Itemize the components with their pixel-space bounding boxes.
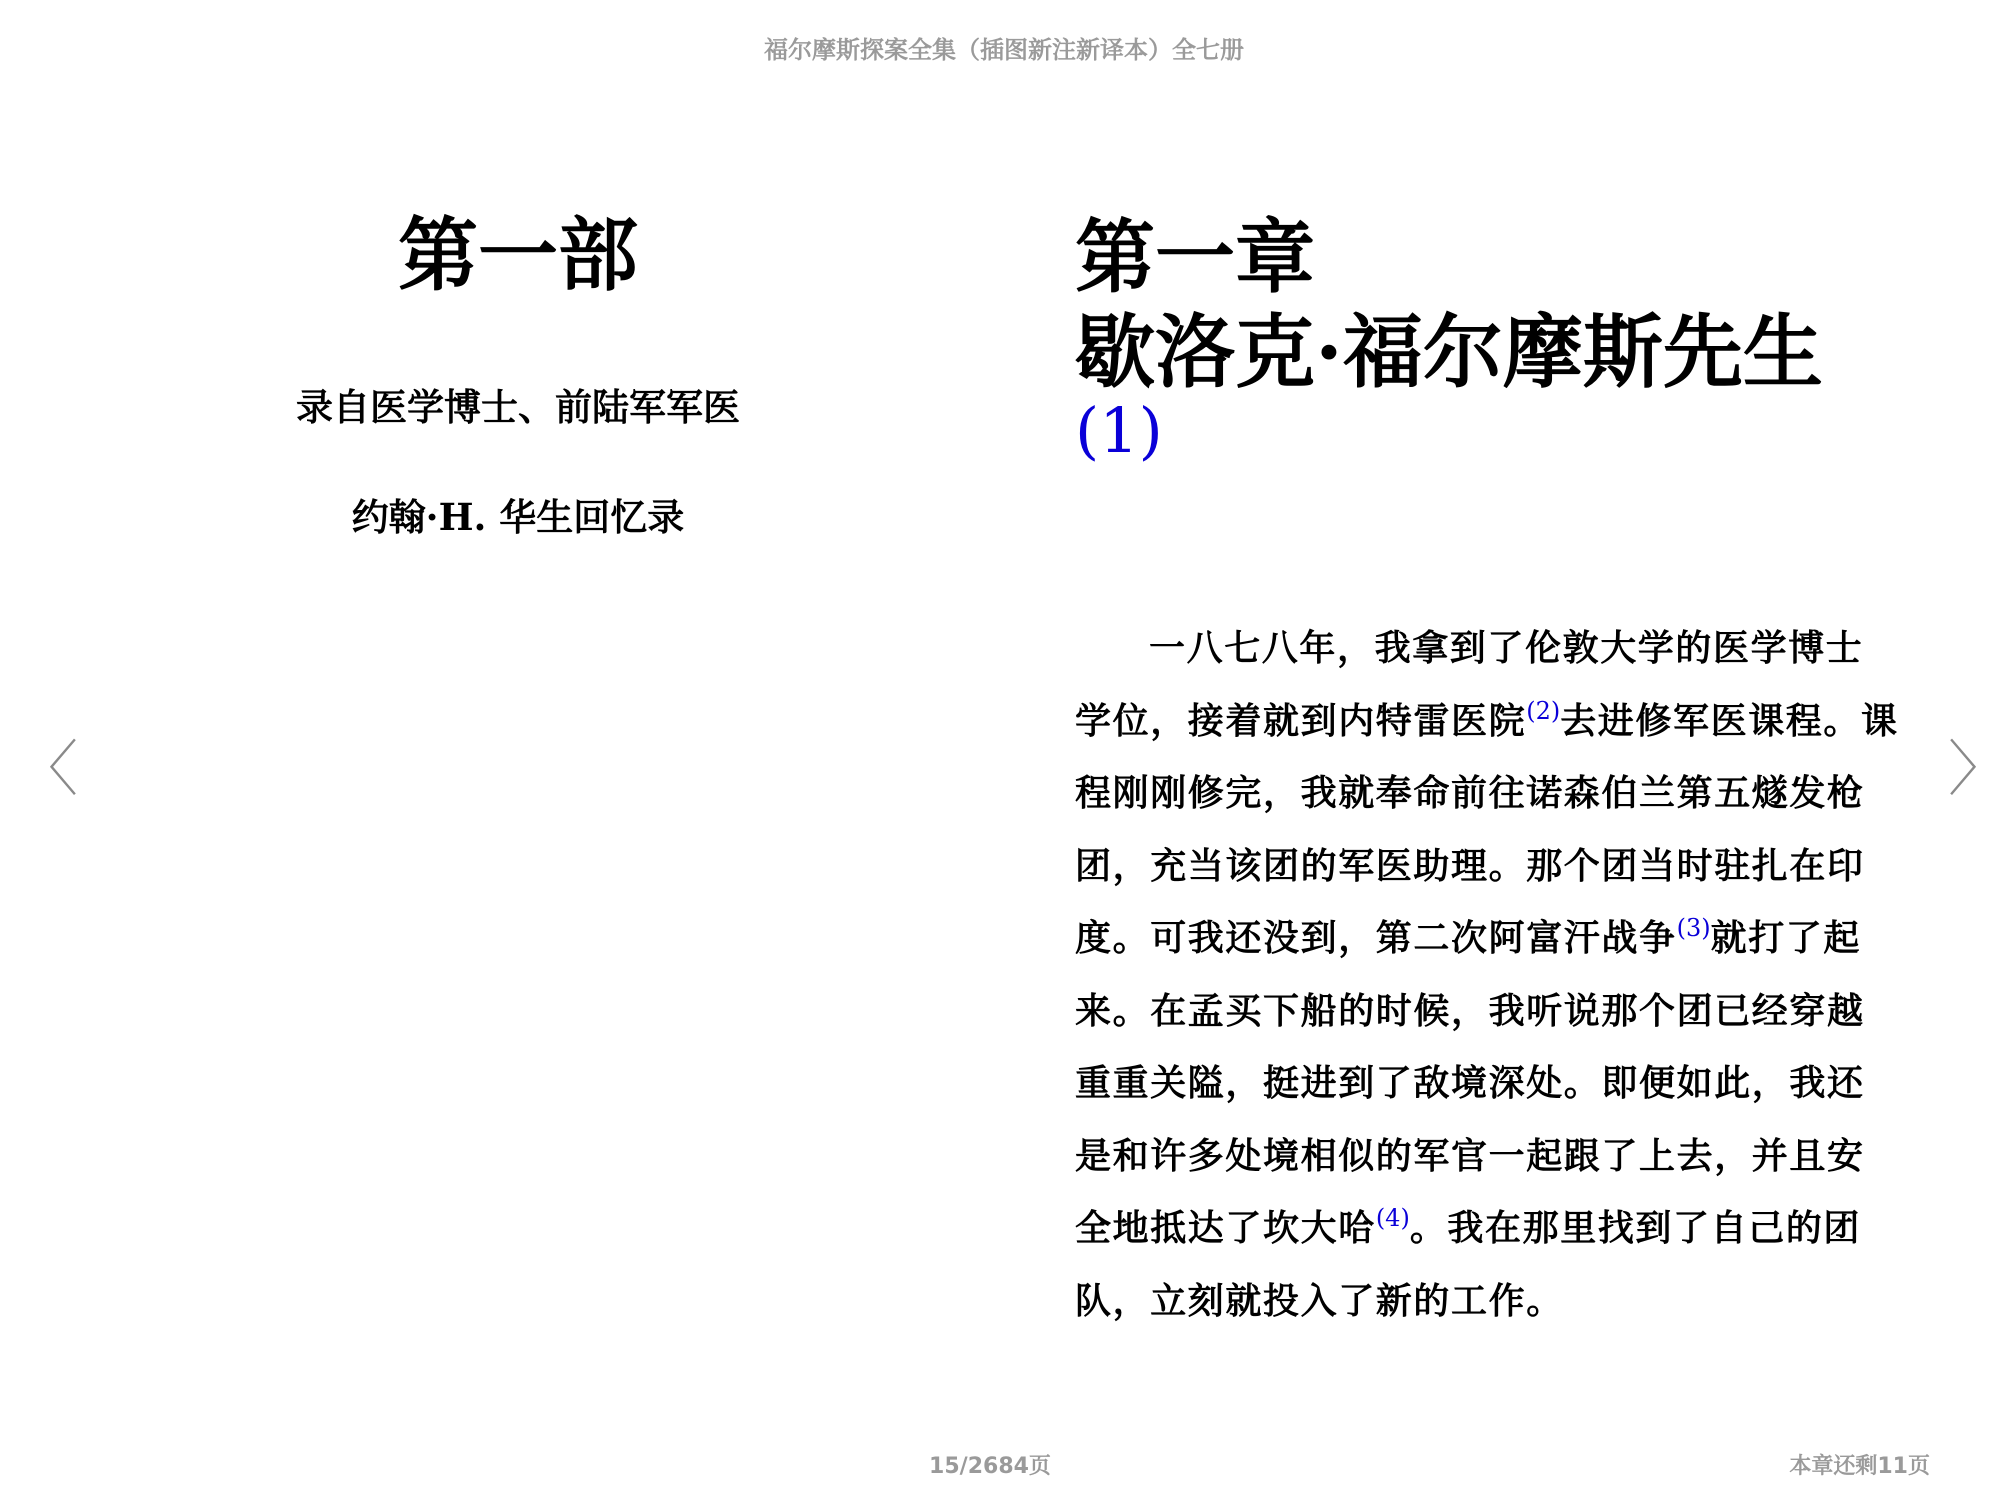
text-line: 队，立刻就投入了新的工作。 bbox=[1075, 1279, 1564, 1322]
chapter-body-text bbox=[1075, 612, 1915, 1337]
text-segment: 就打了起 bbox=[1710, 917, 1862, 959]
text-segment: 度。可我还没到，第二次阿富汗战争 bbox=[1075, 917, 1677, 959]
text-line: 来。在孟买下船的时候，我听说那个团已经穿越 bbox=[1075, 989, 1865, 1032]
chapter-number: 第一章 bbox=[1075, 210, 1315, 304]
memoir-author: 约翰·H. 华生回忆录 bbox=[351, 495, 685, 539]
text-line: 团，充当该团的军医助理。那个团当时驻扎在印 bbox=[1075, 844, 1865, 887]
text-segment: 学位，接着就到内特雷医院 bbox=[1075, 699, 1527, 742]
text-line bbox=[1075, 685, 1915, 758]
part-title: 第一部 bbox=[398, 208, 638, 302]
chevron-right-icon: 〉 bbox=[1948, 735, 2008, 805]
book-title: 福尔摩斯探案全集（插图新注新译本）全七册 bbox=[764, 36, 1244, 64]
chapter-footnote-link[interactable]: (1) bbox=[1075, 394, 1163, 467]
footnote-link[interactable]: (2) bbox=[1526, 696, 1561, 725]
previous-page-button[interactable] bbox=[18, 735, 78, 805]
footnote-link[interactable]: (4) bbox=[1375, 1204, 1410, 1232]
footnote-link[interactable]: (3) bbox=[1676, 914, 1711, 942]
text-line: 重重关隘，挺进到了敌境深处。即便如此，我还 bbox=[1075, 1062, 1865, 1104]
text-line bbox=[1075, 1192, 1915, 1265]
text-segment: 全地抵达了坎大哈 bbox=[1075, 1207, 1376, 1249]
chapter-title: 歇洛克·福尔摩斯先生 bbox=[1075, 305, 1823, 399]
next-page-button[interactable] bbox=[1948, 735, 2008, 805]
text-line: 程刚刚修完，我就奉命前往诺森伯兰第五燧发枪 bbox=[1075, 772, 1865, 814]
text-segment: 。我在那里找到了自己的团 bbox=[1409, 1207, 1862, 1249]
text-segment: 去进修军医课程。课 bbox=[1560, 699, 1899, 742]
part-subtitle: 录自医学博士、前陆军军医 bbox=[296, 385, 740, 429]
page-counter: 15/2684页 bbox=[929, 1454, 1051, 1479]
text-line: 一八七八年，我拿到了伦敦大学的医学博士 bbox=[1149, 627, 1864, 669]
chevron-left-icon: 〈 bbox=[18, 735, 78, 805]
left-page bbox=[140, 200, 896, 542]
text-line: 是和许多处境相似的军官一起跟了上去，并且安 bbox=[1075, 1134, 1865, 1177]
text-line bbox=[1075, 902, 1915, 975]
right-page bbox=[1075, 210, 1925, 466]
chapter-pages-remaining: 本章还剩11页 bbox=[1789, 1454, 1930, 1479]
